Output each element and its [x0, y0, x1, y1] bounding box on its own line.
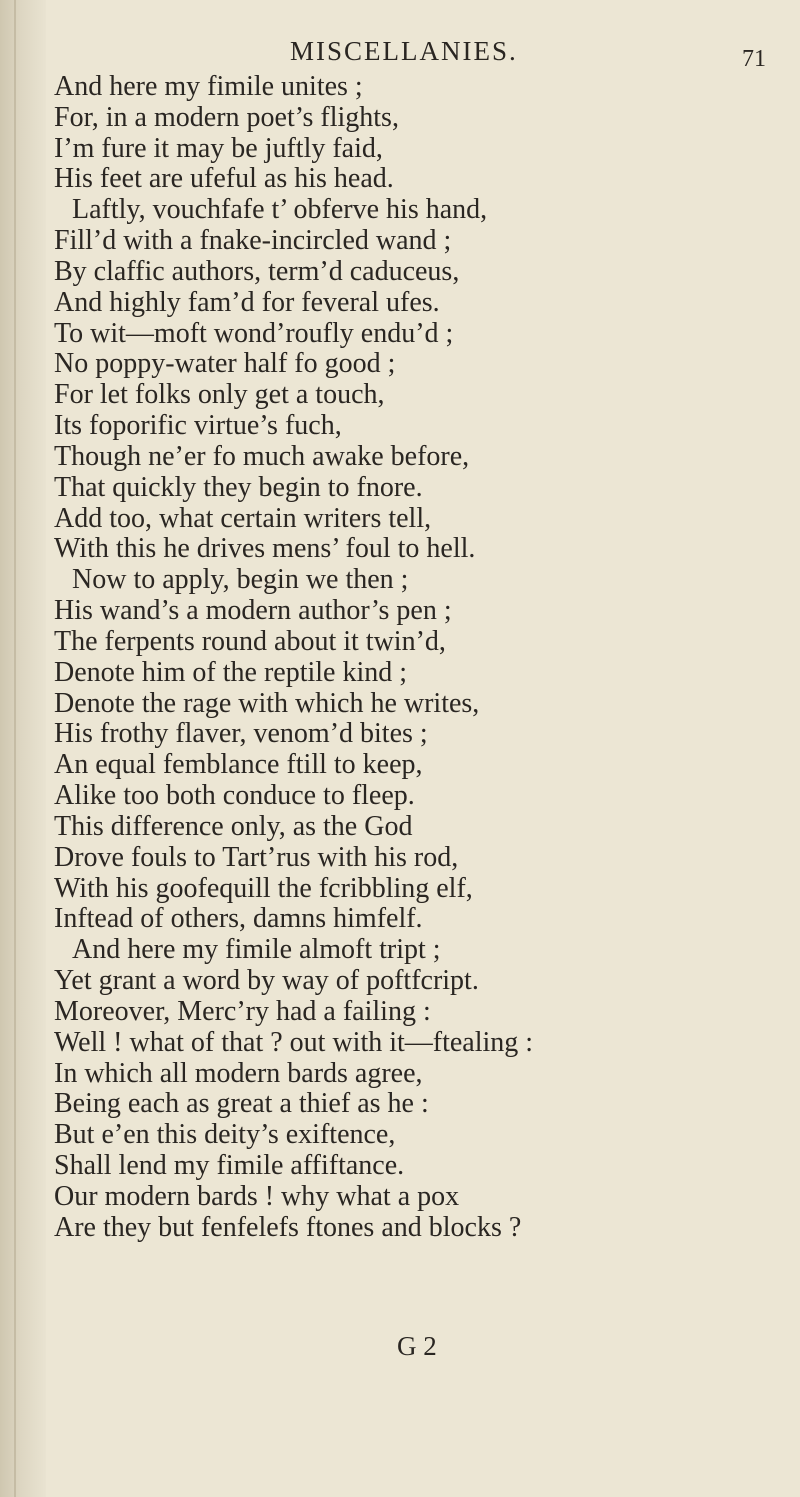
poem-line: Denote him of the reptile kind ; — [54, 656, 408, 688]
poem-line: Inftead of others, damns himfelf. — [54, 903, 423, 935]
poem-line: For let folks only get a touch, — [54, 379, 385, 411]
poem-line: Moreover, Merc’ry had a failing : — [54, 995, 431, 1027]
signature-mark: G 2 — [397, 1331, 437, 1361]
poem-line: No poppy-water half fo good ; — [54, 348, 396, 380]
poem-line: To wit—moft wond’roufly endu’d ; — [54, 317, 454, 349]
poem-line: His feet are ufeful as his head. — [54, 163, 394, 195]
poem-text — [54, 72, 774, 1243]
poem-line: Drove fouls to Tart’rus with his rod, — [54, 841, 459, 873]
poem-line: Now to apply, begin we then ; — [72, 564, 409, 596]
poem-line: That quickly they begin to fnore. — [54, 471, 423, 503]
poem-line: With his goofequill the fcribbling elf, — [54, 872, 473, 904]
poem-line: Our modern bards ! why what a pox — [54, 1180, 460, 1212]
poem-line: Laftly, vouchfafe t’ obferve his hand, — [72, 194, 488, 226]
page-header — [0, 36, 800, 76]
poem-line: Are they but fenfelefs ftones and blocks ? — [54, 1211, 522, 1243]
poem-line: Yet grant a word by way of poftfcript. — [54, 965, 479, 997]
poem-line: Add too, what certain writers tell, — [54, 502, 432, 534]
gutter-shadow — [14, 0, 16, 1497]
poem-line: His frothy flaver, venom’d bites ; — [54, 718, 428, 750]
poem-line: With this he drives mens’ foul to hell. — [54, 533, 476, 565]
poem-line: Shall lend my fimile affiftance. — [54, 1149, 405, 1181]
poem-line: I’m fure it may be juftly faid, — [54, 132, 383, 164]
poem-line: His wand’s a modern author’s pen ; — [54, 595, 452, 627]
poem-line: Well ! what of that ? out with it—ftealing : — [54, 1026, 534, 1058]
page-gutter — [0, 0, 46, 1497]
poem-line: An equal femblance ftill to keep, — [54, 749, 423, 781]
poem-line: Denote the rage with which he writes, — [54, 687, 480, 719]
poem-line: The ferpents round about it twin’d, — [54, 625, 446, 657]
poem-line: Though ne’er fo much awake before, — [54, 440, 470, 472]
poem-line: For, in a modern poet’s flights, — [54, 101, 399, 133]
poem-line: But e’en this deity’s exiftence, — [54, 1119, 396, 1151]
poem-line: And highly fam’d for feveral ufes. — [54, 286, 440, 318]
poem-line: By claffic authors, term’d caduceus, — [54, 255, 460, 287]
poem-line: Being each as great a thief as he : — [54, 1088, 429, 1120]
poem-line: In which all modern bards agree, — [54, 1057, 423, 1089]
poem-line: Alike too both conduce to fleep. — [54, 780, 415, 812]
poem-line: And here my fimile almoft tript ; — [72, 934, 441, 966]
poem-line: Its foporific virtue’s fuch, — [54, 410, 342, 442]
poem-line: Fill’d with a fnake-incircled wand ; — [54, 225, 452, 257]
running-title: MISCELLANIES. — [290, 36, 518, 66]
poem-line: This difference only, as the God — [54, 810, 413, 842]
poem-line: And here my fimile unites ; — [54, 71, 363, 102]
page-number: 71 — [742, 46, 766, 72]
